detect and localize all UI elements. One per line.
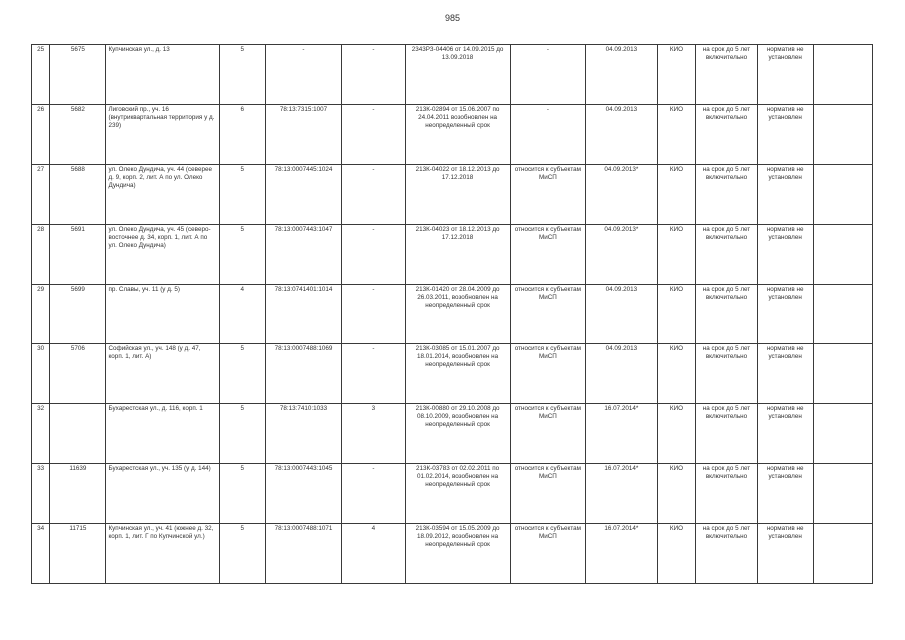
contract-cell: 213К-00880 от 29.10.2008 до 08.10.2009, возобновлен на неопределенный срок bbox=[405, 404, 510, 464]
note-cell: относится к субъектам МиСП bbox=[510, 464, 586, 524]
date-cell: 16.07.2014* bbox=[586, 464, 657, 524]
extra-cell bbox=[813, 284, 872, 344]
norm-cell: норматив не установлен bbox=[757, 164, 813, 224]
note-cell: относится к субъектам МиСП bbox=[510, 524, 586, 584]
cadastral-number-cell: 78:13:0007488:1069 bbox=[265, 344, 342, 404]
extra-cell bbox=[813, 344, 872, 404]
extra-cell bbox=[813, 164, 872, 224]
column6-cell: - bbox=[342, 284, 405, 344]
column6-cell: - bbox=[342, 224, 405, 284]
register-table bbox=[31, 44, 873, 584]
contract-cell: 213К-03594 от 15.05.2009 до 18.09.2012, возобновлен на неопределенный срок bbox=[405, 524, 510, 584]
floors-cell: 5 bbox=[219, 464, 265, 524]
page-number: 985 bbox=[444, 13, 461, 23]
date-cell: 04.09.2013 bbox=[586, 344, 657, 404]
norm-cell: норматив не установлен bbox=[757, 524, 813, 584]
floors-cell: 5 bbox=[219, 224, 265, 284]
object-id: 5675 bbox=[50, 45, 106, 105]
term-cell: на срок до 5 лет включительно bbox=[696, 45, 757, 105]
date-cell: 16.07.2014* bbox=[586, 404, 657, 464]
row-number: 27 bbox=[32, 164, 50, 224]
object-id: 5682 bbox=[50, 104, 106, 164]
note-cell: относится к субъектам МиСП bbox=[510, 404, 586, 464]
column6-cell: 3 bbox=[342, 404, 405, 464]
address-cell: Купчинская ул., уч. 41 (южнее д. 32, корп. 1, лит. Г по Купчинской ул.) bbox=[106, 524, 219, 584]
cadastral-number-cell: 78:13:0007488:1071 bbox=[265, 524, 342, 584]
row-number: 26 bbox=[32, 104, 50, 164]
address-cell: ул. Олеко Дундича, уч. 45 (северо-восточнее д. 34, корп. 1, лит. А по ул. Олеко Дундича) bbox=[106, 224, 219, 284]
floors-cell: 4 bbox=[219, 284, 265, 344]
cadastral-number-cell: 78:13:0741401:1014 bbox=[265, 284, 342, 344]
extra-cell bbox=[813, 45, 872, 105]
row-number: 30 bbox=[32, 344, 50, 404]
floors-cell: 5 bbox=[219, 404, 265, 464]
table-row bbox=[32, 164, 873, 224]
norm-cell: норматив не установлен bbox=[757, 224, 813, 284]
address-cell: Бухарестская ул., уч. 135 (у д. 144) bbox=[106, 464, 219, 524]
column6-cell: - bbox=[342, 45, 405, 105]
address-cell: пр. Славы, уч. 11 (у д. 5) bbox=[106, 284, 219, 344]
extra-cell bbox=[813, 104, 872, 164]
note-cell: относится к субъектам МиСП bbox=[510, 224, 586, 284]
norm-cell: норматив не установлен bbox=[757, 45, 813, 105]
note-cell: относится к субъектам МиСП bbox=[510, 284, 586, 344]
column6-cell: 4 bbox=[342, 524, 405, 584]
table-row bbox=[32, 524, 873, 584]
row-number: 28 bbox=[32, 224, 50, 284]
authority-cell: КИО bbox=[657, 45, 696, 105]
term-cell: на срок до 5 лет включительно bbox=[696, 464, 757, 524]
column6-cell: - bbox=[342, 464, 405, 524]
cadastral-number-cell: - bbox=[265, 45, 342, 105]
authority-cell: КИО bbox=[657, 524, 696, 584]
floors-cell: 5 bbox=[219, 344, 265, 404]
note-cell: - bbox=[510, 104, 586, 164]
note-cell: относится к субъектам МиСП bbox=[510, 164, 586, 224]
contract-cell: 213К-03783 от 02.02.2011 по 01.02.2014, возобновлен на неопределенный срок bbox=[405, 464, 510, 524]
contract-cell: 213К-03085 от 15.01.2007 до 18.01.2014, возобновлен на неопределенный срок bbox=[405, 344, 510, 404]
object-id: 5688 bbox=[50, 164, 106, 224]
term-cell: на срок до 5 лет включительно bbox=[696, 224, 757, 284]
extra-cell bbox=[813, 224, 872, 284]
authority-cell: КИО bbox=[657, 284, 696, 344]
address-cell: Купчинская ул., д. 13 bbox=[106, 45, 219, 105]
table-row bbox=[32, 404, 873, 464]
object-id: 11639 bbox=[50, 464, 106, 524]
term-cell: на срок до 5 лет включительно bbox=[696, 344, 757, 404]
table-row bbox=[32, 224, 873, 284]
term-cell: на срок до 5 лет включительно bbox=[696, 164, 757, 224]
authority-cell: КИО bbox=[657, 344, 696, 404]
contract-cell: 213К-01420 от 28.04.2009 до 26.03.2011, возобновлен на неопределенный срок bbox=[405, 284, 510, 344]
note-cell: относится к субъектам МиСП bbox=[510, 344, 586, 404]
norm-cell: норматив не установлен bbox=[757, 104, 813, 164]
floors-cell: 5 bbox=[219, 45, 265, 105]
contract-cell: 213К-04022 от 18.12.2013 до 17.12.2018 bbox=[405, 164, 510, 224]
contract-cell: 213К-04023 от 18.12.2013 до 17.12.2018 bbox=[405, 224, 510, 284]
object-id: 5699 bbox=[50, 284, 106, 344]
row-number: 33 bbox=[32, 464, 50, 524]
column6-cell: - bbox=[342, 344, 405, 404]
object-id: 5706 bbox=[50, 344, 106, 404]
date-cell: 04.09.2013* bbox=[586, 224, 657, 284]
authority-cell: КИО bbox=[657, 224, 696, 284]
extra-cell bbox=[813, 404, 872, 464]
address-cell: Бухарестская ул., д. 116, корп. 1 bbox=[106, 404, 219, 464]
address-cell: Софийская ул., уч. 148 (у д. 47, корп. 1, лит. А) bbox=[106, 344, 219, 404]
contract-cell: 213К-02894 от 15.06.2007 по 24.04.2011 возобновлен на неопределенный срок bbox=[405, 104, 510, 164]
term-cell: на срок до 5 лет включительно bbox=[696, 104, 757, 164]
floors-cell: 5 bbox=[219, 524, 265, 584]
cadastral-number-cell: 78:13:0007443:1047 bbox=[265, 224, 342, 284]
cadastral-number-cell: 78:13:7410:1033 bbox=[265, 404, 342, 464]
object-id: 5691 bbox=[50, 224, 106, 284]
authority-cell: КИО bbox=[657, 404, 696, 464]
term-cell: на срок до 5 лет включительно bbox=[696, 524, 757, 584]
note-cell: - bbox=[510, 45, 586, 105]
cadastral-number-cell: 78:13:0007443:1045 bbox=[265, 464, 342, 524]
table-row bbox=[32, 284, 873, 344]
row-number: 25 bbox=[32, 45, 50, 105]
term-cell: на срок до 5 лет включительно bbox=[696, 404, 757, 464]
table-row bbox=[32, 344, 873, 404]
floors-cell: 5 bbox=[219, 164, 265, 224]
contract-cell: 2343РЗ-04406 от 14.09.2015 до 13.09.2018 bbox=[405, 45, 510, 105]
date-cell: 04.09.2013 bbox=[586, 284, 657, 344]
column6-cell: - bbox=[342, 104, 405, 164]
date-cell: 04.09.2013* bbox=[586, 164, 657, 224]
term-cell: на срок до 5 лет включительно bbox=[696, 284, 757, 344]
authority-cell: КИО bbox=[657, 464, 696, 524]
extra-cell bbox=[813, 524, 872, 584]
extra-cell bbox=[813, 464, 872, 524]
address-cell: ул. Олеко Дундича, уч. 44 (северее д. 9, корп. 2, лит. А по ул. Олеко Дундича) bbox=[106, 164, 219, 224]
authority-cell: КИО bbox=[657, 164, 696, 224]
table-row bbox=[32, 45, 873, 105]
norm-cell: норматив не установлен bbox=[757, 404, 813, 464]
object-id: 11715 bbox=[50, 524, 106, 584]
floors-cell: 6 bbox=[219, 104, 265, 164]
cadastral-number-cell: 78:13:7315:1007 bbox=[265, 104, 342, 164]
row-number: 29 bbox=[32, 284, 50, 344]
cadastral-number-cell: 78:13:0007445:1024 bbox=[265, 164, 342, 224]
date-cell: 04.09.2013 bbox=[586, 45, 657, 105]
authority-cell: КИО bbox=[657, 104, 696, 164]
table-row bbox=[32, 104, 873, 164]
row-number: 34 bbox=[32, 524, 50, 584]
row-number: 32 bbox=[32, 404, 50, 464]
table-row bbox=[32, 464, 873, 524]
norm-cell: норматив не установлен bbox=[757, 464, 813, 524]
date-cell: 16.07.2014* bbox=[586, 524, 657, 584]
address-cell: Лиговский пр., уч. 16 (внутриквартальная территория у д. 239) bbox=[106, 104, 219, 164]
date-cell: 04.09.2013 bbox=[586, 104, 657, 164]
norm-cell: норматив не установлен bbox=[757, 284, 813, 344]
column6-cell: - bbox=[342, 164, 405, 224]
norm-cell: норматив не установлен bbox=[757, 344, 813, 404]
object-id bbox=[50, 404, 106, 464]
